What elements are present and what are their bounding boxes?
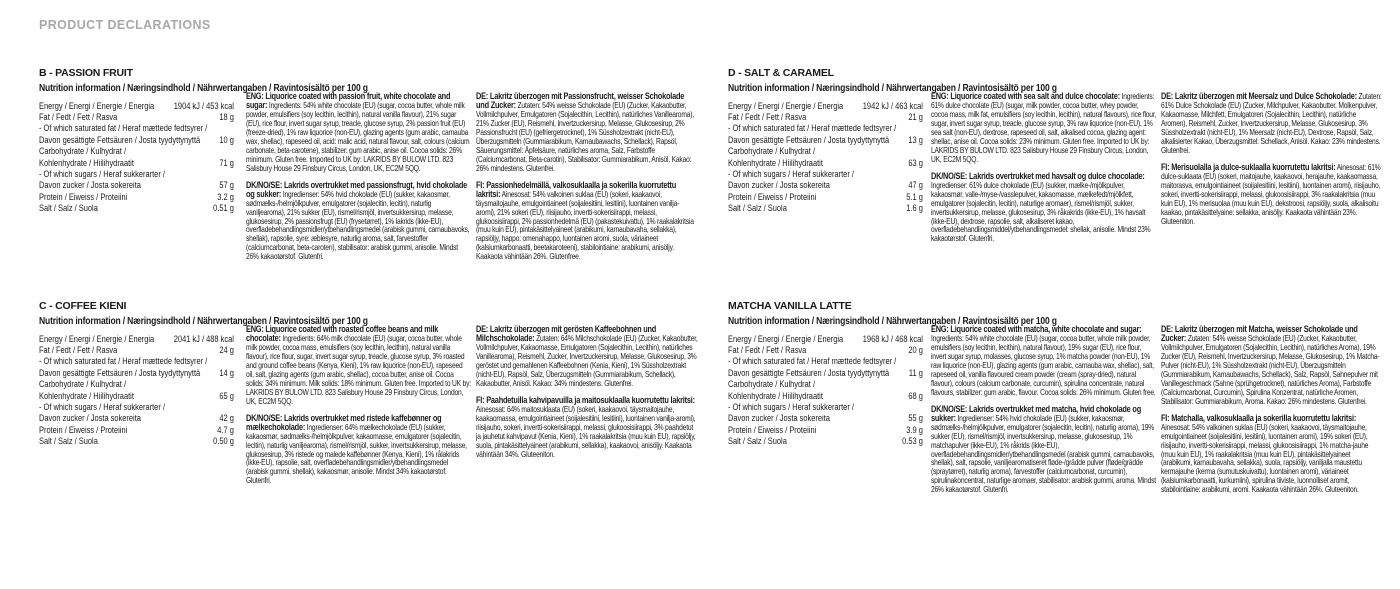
de-ingredients: DE: Lakritz überzogen mit Passionsfrucht, weisser Schokolade und Zucker: Zutaten: 54% weisse Schokolade (EU) (Zucker, Kakaobutter, Vollmilchpulver, Emulgatoren (Sojalecithin, Lecithin), natürliches Vanillearoma), 21% Zucker (EU), Reismehl, Invertzuckersirup, Melasse, Glukosesirup, 2% Passionsfrucht (EU) (gefriergetrocknet), 1% Süssholzextrakt (nicht-EU), Überzugsmitteln (Gummiarabikum, Karnaubawachs, Schellack), Rapsöl, Säuerungsmittel: Äpfelsäure, natürliches aroma, Salz, Farbstoffe (Calciumcarbonat, Beta-carotin), Stabilisator: Gummiarabikum, Anisöl. Kakao: 26% mindestens. Glutenfrei. bbox=[476, 91, 694, 173]
nutrient-value: 55 g bbox=[908, 413, 923, 424]
nutrition-row bbox=[39, 345, 234, 356]
nutrition-row bbox=[728, 158, 923, 169]
nutrient-label: Carbohydrate / Kulhydrat / bbox=[39, 379, 127, 390]
nutrient-label: Davon zucker / Josta sokereita bbox=[728, 180, 830, 191]
nutrient-label: Fat / Fedt / Fett / Rasva bbox=[728, 111, 807, 122]
nutrition-row bbox=[39, 158, 234, 169]
nutrition-row bbox=[39, 368, 234, 379]
dk-ingredients: DK/NO/SE: Lakrids overtrukket med passionsfrugt, hvid chokolade og sukker: Ingredienser: 54% hvid chokolade (EU) (sukker, kakaosmør, sødmælks-/helmjölkpulver, emulgatorer (sojalecitin, lecitin), naturlig vaniljearoma), 21% sukker (EU), rismel/rismjöl, invertsukkersirup, melasse, glukosesirup, 2% passionsfrugt (EU) (frysetørret), 1% lakrids (ikke-EU), overfladebehandlingsmidler/ytbehandlingsmedel (arabisk gummi, carnaubavoks, shellak), rapsolie, syre: æblesyre, naturlig aroma, salt, farvestoffer (calciumcarbonat, beta-caroten), stabilisator: arabisk gummi, anisolie. Mindst 26% kakaotørstof. Glutenfri. bbox=[246, 179, 470, 262]
nutrition-row bbox=[728, 135, 923, 146]
nutrient-label: Energy / Energi / Energie / Energia bbox=[728, 100, 844, 111]
nutrition-row bbox=[39, 402, 234, 413]
nutrient-value: 11 g bbox=[908, 367, 923, 378]
nutrient-value: 14 g bbox=[219, 367, 234, 378]
description-de-fi-coffee-kieni bbox=[476, 317, 698, 532]
nutrient-value: 0.51 g bbox=[213, 203, 234, 214]
nutrition-row bbox=[39, 356, 234, 367]
nutrient-value: 10 g bbox=[219, 134, 234, 145]
nutrient-value: 1942 kJ / 463 kcal bbox=[862, 100, 923, 111]
nutrient-value: 3.9 g bbox=[906, 424, 923, 435]
eng-ingredients: ENG: Liquorice coated with roasted coffee beans and milk chocolate: Ingredients: 64% milk chocolate (EU) (sugar, cocoa butter, whole milk powder, cocoa mass, emulsifiers (soy lecithin, lecithin), natural vanilla flavour), rice flour, sugar, invert sugar syrup, treacle, glucose syrup, 3% roasted and ground coffee beans (Kenya, Kieni), 1% raw liquorice (non-EU), rapeseed oil, salt, glazing agents (gum arabic, shellac), cocoa butter, anise oil. Cocoa solids: 34% minimum. Milk solids: 18% minimum. Gluten free. Imported to UK by: LAKRIDS BY BULOW LTD. 823 Salisbury House 29 Finsbury Circus, London, UK, EC2M 5QQ. bbox=[246, 324, 471, 406]
dk-ingredients: DK/NO/SE: Lakrids overtrukket med matcha, hvid chokolade og sukker: Ingredienser: 54% hvid chokolade (EU) (sukker, kakaosmør, sødmælks-/helmjölkpulver, emulgatorer (sojalecitin, lecitin), naturlig aroma), 19% sukker (EU), rismel/rismjöl, invertsukkersirup, melasse, glukosesirup, 1% matchapulver (ikke-EU), 1% råkrids (ikke-EU), overfladebehandlingsmidler/ytbehandlingsmedel (arabisk gummi, carnaubavoks, shellak), salt, rapsolie, vaniljearomatiseret fløde-/grädde pulver (fløde/grädde (spraytørret), naturlig aroma), farvestoffer (calciumcarbonat, curcumin), spirulinakoncentrat, naturlige aromaer, stabilisator: arabisk gummi, aroma. Mindst 26% kakaotørstof. Glutenfri. bbox=[931, 404, 1156, 495]
nutrient-value: 1968 kJ / 468 kcal bbox=[862, 333, 923, 344]
nutrient-label: - Of which sugars / Heraf sukkerarter / bbox=[728, 401, 854, 412]
nutrition-row bbox=[39, 203, 234, 214]
nutrition-row bbox=[39, 101, 234, 112]
nutrient-label: Fat / Fedt / Fett / Rasva bbox=[39, 111, 118, 122]
nutrition-row bbox=[39, 112, 234, 123]
nutrient-label: Carbohydrate / Kulhydrat / bbox=[728, 379, 816, 390]
description-de-fi-passion-fruit bbox=[476, 84, 698, 310]
nutrient-value: 65 g bbox=[219, 390, 234, 401]
nutrition-row bbox=[39, 123, 234, 134]
nutrient-label: Energy / Energi / Energie / Energia bbox=[728, 333, 844, 344]
nutrient-label: Fat / Fedt / Fett / Rasva bbox=[39, 344, 118, 355]
nutrition-row bbox=[728, 368, 923, 379]
section-heading-passion-fruit: B - PASSION FRUIT bbox=[39, 67, 133, 79]
de-ingredients: DE: Lakritz überzogen mit Meersalz und Dulce Schokolade: Zutaten: 61% Dulce Schokolade (EU) (Zucker, Milchpulver, Kakaobutter, Molkenpulver, Kakaomasse, Milchfett, Emulgatoren (Sojalecithin, Lecithin), natürliche Aromen), Reismehl, Zucker, Invertzuckersirup, Melasse, Glukosesirup, 3% Süssholzextrakt (nicht-EU), 1% Meersalz (nicht-EU), Dextrose, Rapsöl, Salz, alkalisierter Kakao, Überzugsmittel: Schellack, Anisöl. Kakao: 23% mindestens. Glutenfrei. bbox=[1161, 91, 1382, 155]
nutrition-row bbox=[39, 425, 234, 436]
nutrient-label: Davon gesättigte Fettsäuren / Josta tyydyttynyttä bbox=[728, 134, 890, 145]
nutrient-label: Carbohydrate / Kulhydrat / bbox=[728, 146, 816, 157]
eng-ingredients: ENG: Liquorice coated with matcha, white chocolate and sugar: Ingredients: 54% white chocolate (EU) (sugar, cocoa butter, whole milk powder, emulsifiers (soy lecithin, lecithin), natural flavour), 19% sugar (EU), rice flour, invert sugar syrup, molasses, glucose syrup, 1% matcha powder (non-EU), 1% raw liquorice (non-EU), glazing agents (gum arabic, carnauba wax, shellac), salt, rapeseed oil, vanilla flavoured cream powder (cream (spray-dried), natural flavour), colours (calcium carbonate, curcumin), spirulina concentrate, natural flavours, stabilizer: gum arabic, flavour. Cocoa solids: 26% minimum. Gluten free. bbox=[931, 324, 1156, 397]
nutrient-label: Davon zucker / Josta sokereita bbox=[39, 413, 141, 424]
nutrient-label: - Of which saturated fat / Heraf mættede fedtsyrer / bbox=[39, 356, 208, 367]
nutrient-label: Salt / Salz / Suola bbox=[39, 203, 98, 214]
eng-ingredients: ENG: Liquorice coated with passion fruit, white chocolate and sugar: Ingredients: 54% white chocolate (EU) (sugar, cocoa butter, whole milk powder, emulsifiers (soy lecithin, lecithin), natural vanilla flavour), 21% sugar (EU), rice flour, invert sugar syrup, treacle, glucose syrup, 2% passion fruit (EU) (freeze-dried), 1% raw liquorice (non-EU), glazing agents (gum arabic, carnauba wax, shellac), rapeseed oil, acid: malic acid, natural flavour, salt, colours (calcium carbonate, beta-carotene), stabilizer: gum arabic, anise oil. Cocoa solids: 26% minimum. Gluten free. Imported to UK by: LAKRIDS BY BULOW LTD. 823 Salisbury House 29 Finsbury Circus, London, UK, EC2M 5QQ. bbox=[246, 91, 470, 173]
nutrient-value: 20 g bbox=[908, 344, 923, 355]
nutrition-row bbox=[39, 146, 234, 157]
fi-ingredients: FI: Matchalla, valkosuklaalla ja sokerilla kuorrutettu lakritsi: Ainesosat: 54% valkoinen suklaa (EU) (sokeri, kaakaovoi, täysmaitojauhe, emulgointiaineet (soijalesitiini, lesitiini), luontainen aromi), 19% sokeri (EU), riisijauho, invertti-sokerisiirappi, melassi, glukoosisiirappi, 1% matcha-jauhe (muu kuin EU), 1% raakalakritsia (muu kuin EU), pintakäsittelyaineet (arabikumi, karnaubavaha, sellakka), suola, rapsiöljy, vaniljalla maustettu kermajauhe (kerma (sumutuskuivattu), luontainen aromi), väriaineet (kalsiumkarbonaatti, kurkumiini), spirulina tiiviste, luonnolliset aromit, stabilointiaine: arabikumi, aromi. Kaakaota vähintään 26%. Gluteeniton. bbox=[1161, 412, 1369, 495]
nutrition-row bbox=[39, 192, 234, 203]
nutrition-row bbox=[39, 391, 234, 402]
nutrient-value: 3.2 g bbox=[217, 191, 234, 202]
nutrient-value: 24 g bbox=[219, 344, 234, 355]
nutrient-label: - Of which saturated fat / Heraf mættede fedtsyrer / bbox=[728, 123, 897, 134]
nutrition-row bbox=[728, 112, 923, 123]
nutrient-label: Carbohydrate / Kulhydrat / bbox=[39, 146, 127, 157]
description-eng-dk-coffee-kieni bbox=[246, 317, 472, 532]
nutrient-value: 2041 kJ / 488 kcal bbox=[173, 333, 234, 344]
fi-ingredients: FI: Paahdetuilla kahvipavuilla ja maitosuklaalla kuorrutettu lakritsi: Ainesosat: 64% maitosuklaata (EU) (sokeri, kaakaovoi, täysmaitojauhe, kaakaomassa, emulgointiaineet (soijalesitiini, lesitiini), luontainen vanilja-aromi), riisijauho, sokeri, invertti-sokerisiirappi, melassi, glukoosisiirappi, 3% paahdetut ja jauhetut kahvipavut (Kenia, Kieni), 1% raakalakritsia (muu kuin EU), rapsiöljy, suola, pintakäsittelyaineet (arabikumi, sellakka), kaakaovoi, anisöljy. Kaakaota vähintään 34%. Gluteeniton. bbox=[476, 395, 696, 459]
nutrition-row bbox=[39, 413, 234, 424]
nutrient-value: 1.6 g bbox=[906, 203, 923, 214]
nutrient-label: Davon gesättigte Fettsäuren / Josta tyydyttynyttä bbox=[39, 134, 201, 145]
description-de-fi-salt-caramel bbox=[1161, 84, 1383, 294]
nutrient-label: Kohlenhydrate / Hiilihydraatit bbox=[39, 157, 134, 168]
nutrition-row bbox=[39, 379, 234, 390]
nutrient-label: - Of which sugars / Heraf sukkerarter / bbox=[728, 168, 854, 179]
nutrient-label: Davon zucker / Josta sokereita bbox=[728, 413, 830, 424]
nutrient-label: Davon gesättigte Fettsäuren / Josta tyydyttynyttä bbox=[728, 367, 890, 378]
nutrient-value: 1904 kJ / 453 kcal bbox=[173, 100, 234, 111]
nutrition-row bbox=[728, 123, 923, 134]
nutrient-label: Salt / Salz / Suola bbox=[728, 436, 787, 447]
nutrition-row bbox=[728, 425, 923, 436]
nutrition-row bbox=[728, 379, 923, 390]
nutrition-row bbox=[728, 203, 923, 214]
nutrition-row bbox=[728, 413, 923, 424]
nutrition-row bbox=[728, 391, 923, 402]
de-ingredients: DE: Lakritz überzogen mit Matcha, weisser Schokolade und Zucker: Zutaten: 54% weisse Schokolade (EU) (Zucker, Kakaobutter, Vollmilchpulver, Emulgatoren (Sojalecithin, Lecithin), natürliches Aroma), 19% Zucker (EU), Reismehl, Invertzuckersirup, Melasse, Glukosesirup, 1% Matcha-Pulver (nicht-EU), 1% Süssholzextrakt (nicht-EU), Überzugsmitteln (Gummiarabikum, Karnaubawachs, Schellack), Salz, Rapsöl, Sahnepulver mit Vanillegeschmack (Sahne (sprühgetrocknet), natürliches Aroma), Farbstoffe (Calciumcarbonat, Curcumin), Spirulina Konzentrat, natürliche Aromen, Stabilisator: Gummiarabikum, Aroma. Kakao: 26% mindestens. Glutenfrei. bbox=[1161, 324, 1380, 406]
nutrition-title: Nutrition information / Næringsindhold / Nährwertangaben / Ravintosisältö per 100 g bbox=[39, 83, 368, 94]
nutrition-row bbox=[728, 345, 923, 356]
nutrient-value: 71 g bbox=[219, 157, 234, 168]
nutrient-label: - Of which sugars / Heraf sukkerarter / bbox=[39, 168, 165, 179]
nutrient-value: 21 g bbox=[908, 111, 923, 122]
dk-ingredients: DK/NO/SE: Lakrids overtrukket med ristede kaffebønner og mælkechokolade: Ingredienser: 64% mælkechokolade (EU) (sukker, kakaosmør, sødmælks-/helmjölkpulver, kakaomasse, emulgatorer (sojalecitin, lecitin), naturlig vaniljearoma), rismel/rismjöl, sukker, invertsukkersirup, melasse, glukosesirup, 3% ristede og malede kaffebønner (Kenya, Kieni), 1% rålakrids (ikke-EU), rapsolie, salt, overfladebehandlingsmidler/ytbehandlingsmedel (arabisk gummi, shellak), kakaosmør, anisolie. Mindst 34% kakaotørstof. Glutenfri. bbox=[246, 412, 467, 486]
nutrient-label: - Of which saturated fat / Heraf mættede fedtsyrer / bbox=[39, 123, 208, 134]
nutrient-label: Protein / Eiweiss / Proteiini bbox=[728, 191, 817, 202]
nutrition-row bbox=[728, 101, 923, 112]
nutrient-label: - Of which sugars / Heraf sukkerarter / bbox=[39, 401, 165, 412]
nutrient-label: Davon gesättigte Fettsäuren / Josta tyydyttynyttä bbox=[39, 367, 201, 378]
nutrition-row bbox=[728, 192, 923, 203]
nutrition-title: Nutrition information / Næringsindhold / Nährwertangaben / Ravintosisältö per 100 g bbox=[728, 83, 1057, 94]
nutrition-row bbox=[728, 146, 923, 157]
nutrition-row bbox=[39, 334, 234, 345]
nutrient-label: Protein / Eiweiss / Proteiini bbox=[39, 424, 128, 435]
nutrition-row bbox=[39, 436, 234, 447]
nutrient-label: Kohlenhydrate / Hiilihydraatit bbox=[728, 157, 823, 168]
section-heading-matcha-vanilla-latte: MATCHA VANILLA LATTE bbox=[728, 300, 852, 312]
de-ingredients: DE: Lakritz überzogen mit gerösten Kaffeebohnen und Milchschokolade: Zutaten: 64% Milchschokolade (EU) (Zucker, Kakaobutter, Vollmilchpulver, Kakaomasse, Emulgatoren (Sojalecithin, Lecithin), natürliches Vanillearoma), Reismehl, Zucker, Invertzuckersirup, Melasse, Glukosesirup, 3% geröstet und gemahlenen Kaffeebohnen (Kenia, Kieni), 1% Süssholzextrakt (nicht-EU), Rapsöl, Salz, Überzugsmitteln (Gummiarabikum, Schellack), Kakaobutter, Anisöl. Kakao: 34% mindestens. Glutenfrei. bbox=[476, 324, 698, 388]
nutrition-row bbox=[728, 436, 923, 447]
nutrition-row bbox=[728, 402, 923, 413]
nutrition-row bbox=[728, 356, 923, 367]
nutrient-label: Kohlenhydrate / Hiilihydraatit bbox=[728, 390, 823, 401]
fi-ingredients: FI: Merisuolalla ja dulce-suklaalla kuorrutettu lakritsi: Ainesosat: 61% dulce-suklaata (EU) (sokeri, maitojauhe, kaakaovoi, herajauhe, kaakaomassa, maitorasva, emulgointiaineet (soijalesitiini, lesitiini), luontainen aromi), riisijauho, sokeri, invertti-sokerisiirappi, melassi, glukoosisiirappi, 3% raakalakritsia (muu kuin EU), 1% merisuolaa (muu kuin EU), dekstroosi, rapsiöljy, suola, alkalisoitu kaakao, pintakäsittelyaine: sellakka, anisöljy. Kaakaota vähintään 23%. Gluteeniton. bbox=[1161, 162, 1381, 226]
description-de-fi-matcha bbox=[1161, 317, 1383, 544]
nutrient-value: 4.7 g bbox=[217, 424, 234, 435]
nutrient-value: 42 g bbox=[219, 413, 234, 424]
nutrient-value: 0.50 g bbox=[213, 436, 234, 447]
nutrient-value: 13 g bbox=[908, 134, 923, 145]
nutrition-row bbox=[728, 180, 923, 191]
section-heading-coffee-kieni: C - COFFEE KIENI bbox=[39, 300, 127, 312]
nutrient-value: 5.1 g bbox=[906, 191, 923, 202]
nutrient-value: 68 g bbox=[908, 390, 923, 401]
nutrient-label: - Of which saturated fat / Heraf mættede fedtsyrer / bbox=[728, 356, 897, 367]
nutrient-label: Kohlenhydrate / Hiilihydraatit bbox=[39, 390, 134, 401]
nutrition-row bbox=[39, 135, 234, 146]
nutrition-title: Nutrition information / Næringsindhold / Nährwertangaben / Ravintosisältö per 100 g bbox=[728, 316, 1057, 327]
nutrient-label: Salt / Salz / Suola bbox=[728, 203, 787, 214]
nutrient-label: Energy / Energi / Energie / Energia bbox=[39, 333, 155, 344]
nutrient-value: 18 g bbox=[219, 111, 234, 122]
description-eng-dk-passion-fruit bbox=[246, 84, 472, 310]
nutrition-row bbox=[728, 169, 923, 180]
section-heading-salt-caramel: D - SALT & CARAMEL bbox=[728, 67, 834, 79]
nutrient-label: Protein / Eiweiss / Proteiini bbox=[39, 191, 128, 202]
nutrition-row bbox=[39, 169, 234, 180]
fi-ingredients: FI: Passionhedelmällä, valkosuklaalla ja sokerilla kuorrutettu lakritsi: Ainesosat: 54% valkoinen suklaa (EU) (sokeri, kaakaovoi, täysmaitojauhe, emulgointiaineet (soijalesitiini, lesitiini), luontainen vanilja-aromi), 21% sokeri (EU), riisijauho, invertti-sokerisiirappi, melassi, glukoosisiirappi, 2% passionhedelmä (EU) (pakastekuivattu), 1% raakalakritsia (muu kuin EU), pintakäsittelyaineet (arabikumi, karnaubavaha, sellakka), rapsiöljy, happo: omenahappo, luontainen aromi, suola, väriaineet (kalsiumkarbonaatti, beetakaroteeni), stabilointiaine: arabikumi, anisöljy. Kaakaota vähintään 26%. Glutenfree. bbox=[476, 179, 694, 262]
nutrient-value: 47 g bbox=[908, 180, 923, 191]
eng-ingredients: ENG: Liquorice coated with sea salt and dulce chocolate: Ingredients: 61% dulce chocolate (EU) (sugar, milk powder, cocoa butter, whey powder, cocoa mass, milk fat, emulsifiers (soy lecithin, lecithin), natural flavours), rice flour, sugar, invert sugar syrup, treacle, glucose syrup, 3% raw liquorice (non-EU), 1% sea salt (non-EU), dextrose, rapeseed oil, salt, alkalised cocoa, glazing agent: shellac, anise oil. Cocoa solids: 23% minimum. Gluten free. Imported to UK by: LAKRIDS BY BULOW LTD. 823 Salisbury House 29 Finsbury Circus, London, UK, EC2M 5QQ. bbox=[931, 91, 1157, 164]
nutrient-label: Protein / Eiweiss / Proteiini bbox=[728, 424, 817, 435]
dk-ingredients: DK/NO/SE: Lakrids overtrukket med havsalt og dulce chocolade: Ingredienser: 61% dulce chokolade (EU) (sukker, mælke-/mjölkpulver, kakaosmør, valle-/myse-/vasslepulver, kakaomasse, mælkefedt/mjölkfett, emulgatorer (sojalecitin, lecitin), naturlige aromaer), rismel/rismjöl, sukker, invertsukkersirup, melasse, glukosesirup, 3% råkakrids (ikke-EU), 1% havsalt (ikke-EU), dextrose, rapsolie, salt, alkaliseret kakao, overfladebehandlingsmiddel/ytbehandlingsmedel: shellak, anisolie. Mindst 23% kakaotørstof. Glutenfri. bbox=[931, 171, 1151, 244]
description-eng-dk-matcha bbox=[931, 317, 1157, 544]
nutrition-row bbox=[39, 180, 234, 191]
nutrition-title: Nutrition information / Næringsindhold / Nährwertangaben / Ravintosisältö per 100 g bbox=[39, 316, 368, 327]
nutrient-value: 0.53 g bbox=[902, 436, 923, 447]
description-eng-dk-salt-caramel bbox=[931, 84, 1157, 294]
nutrient-label: Energy / Energi / Energie / Energia bbox=[39, 100, 155, 111]
nutrient-label: Salt / Salz / Suola bbox=[39, 436, 98, 447]
nutrient-label: Davon zucker / Josta sokereita bbox=[39, 180, 141, 191]
nutrition-row bbox=[728, 334, 923, 345]
nutrient-label: Fat / Fedt / Fett / Rasva bbox=[728, 344, 807, 355]
nutrient-value: 63 g bbox=[908, 157, 923, 168]
page-title: PRODUCT DECLARATIONS bbox=[39, 18, 211, 32]
nutrient-value: 57 g bbox=[219, 180, 234, 191]
